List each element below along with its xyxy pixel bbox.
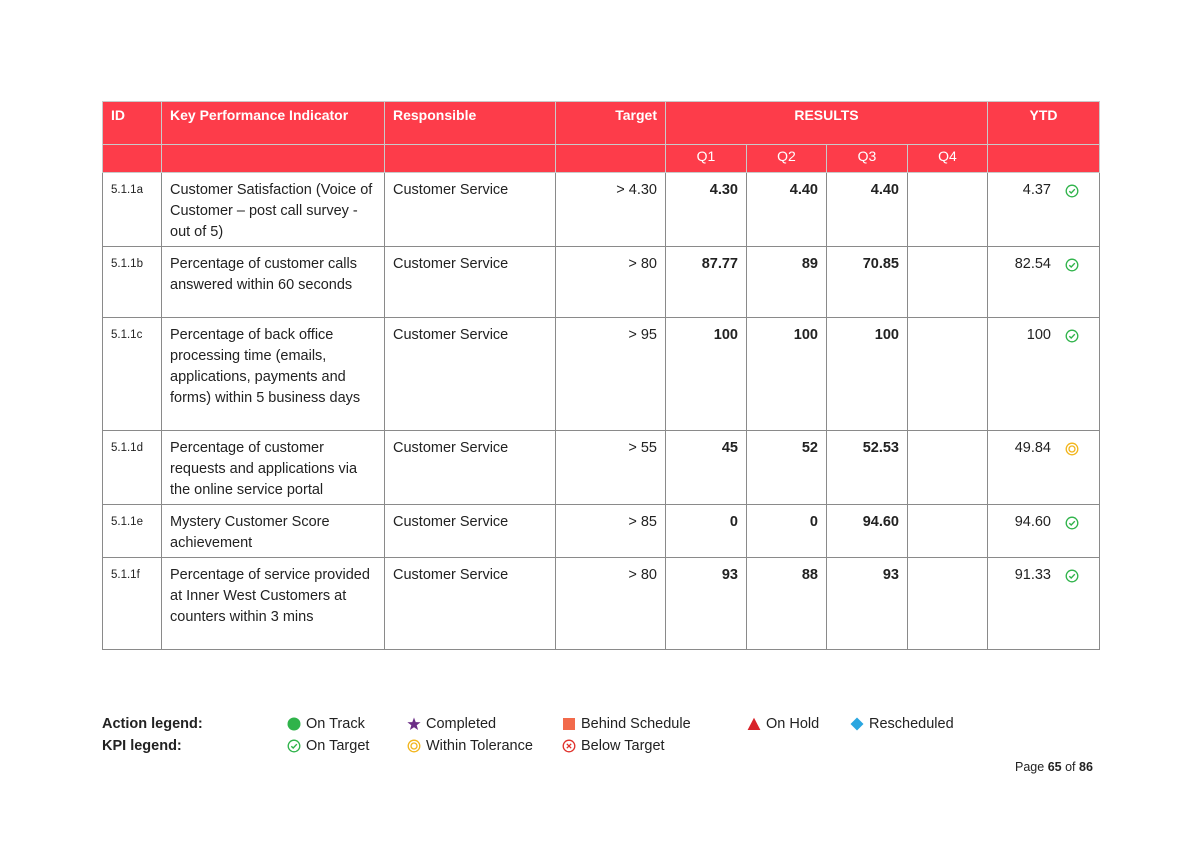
target-cell: > 85 bbox=[556, 505, 666, 558]
kpi-legend-row bbox=[102, 738, 1002, 760]
q3-cell: 52.53 bbox=[827, 431, 908, 505]
header-row bbox=[103, 102, 1100, 145]
kpi-legend-title: KPI legend: bbox=[102, 738, 182, 754]
legend-item-below-target bbox=[562, 738, 665, 754]
blank-header-cell bbox=[103, 145, 162, 173]
q1-header: Q1 bbox=[666, 145, 747, 173]
q4-cell bbox=[908, 318, 988, 431]
legend-item-on-target bbox=[287, 738, 369, 754]
orange-square-icon bbox=[562, 717, 576, 731]
ytd-header: YTD bbox=[988, 102, 1100, 145]
blue-diamond-icon bbox=[850, 717, 864, 731]
yellow-target-icon bbox=[1065, 442, 1079, 456]
row-id: 5.1.1f bbox=[103, 558, 162, 650]
ytd-value: 94.60 bbox=[1014, 514, 1051, 530]
page-label: Page bbox=[1015, 760, 1045, 774]
quarter-header-row bbox=[103, 145, 1100, 173]
kpi-cell: Percentage of customer calls answered within 60 seconds bbox=[162, 247, 385, 318]
kpi-table bbox=[102, 101, 1100, 650]
legend-label: Behind Schedule bbox=[581, 716, 691, 732]
target-cell: > 80 bbox=[556, 247, 666, 318]
q3-cell: 100 bbox=[827, 318, 908, 431]
blank-header-cell bbox=[988, 145, 1100, 173]
green-check-circle-icon bbox=[287, 739, 301, 753]
ytd-value: 49.84 bbox=[1014, 440, 1051, 456]
purple-star-icon bbox=[407, 717, 421, 731]
q3-cell: 93 bbox=[827, 558, 908, 650]
q3-cell: 94.60 bbox=[827, 505, 908, 558]
legend-label: Within Tolerance bbox=[426, 738, 533, 754]
q3-cell: 70.85 bbox=[827, 247, 908, 318]
legend-item-on-hold bbox=[747, 716, 819, 732]
q1-cell: 100 bbox=[666, 318, 747, 431]
action-legend-title: Action legend: bbox=[102, 716, 203, 732]
responsible-cell: Customer Service bbox=[385, 318, 556, 431]
ytd-cell bbox=[988, 431, 1100, 505]
legend-item-within-tolerance bbox=[407, 738, 533, 754]
legend-item-on-track bbox=[287, 716, 365, 732]
row-id: 5.1.1a bbox=[103, 173, 162, 247]
responsible-cell: Customer Service bbox=[385, 247, 556, 318]
kpi-cell: Percentage of back office processing time (emails, applications, payments and forms) within 5 business days bbox=[162, 318, 385, 431]
q2-cell: 88 bbox=[747, 558, 827, 650]
kpi-cell: Customer Satisfaction (Voice of Customer – post call survey - out of 5) bbox=[162, 173, 385, 247]
legend-label: Below Target bbox=[581, 738, 665, 754]
action-legend-row bbox=[102, 716, 1002, 738]
table-row bbox=[103, 318, 1100, 431]
responsible-cell: Customer Service bbox=[385, 505, 556, 558]
legend-item-completed bbox=[407, 716, 496, 732]
q4-cell bbox=[908, 558, 988, 650]
target-cell: > 80 bbox=[556, 558, 666, 650]
blank-header-cell bbox=[556, 145, 666, 173]
ytd-value: 100 bbox=[1026, 327, 1051, 343]
target-header: Target bbox=[556, 102, 666, 145]
q1-cell: 45 bbox=[666, 431, 747, 505]
q4-cell bbox=[908, 173, 988, 247]
kpi-cell: Mystery Customer Score achievement bbox=[162, 505, 385, 558]
table-row bbox=[103, 558, 1100, 650]
q2-cell: 52 bbox=[747, 431, 827, 505]
total-pages: 86 bbox=[1079, 760, 1093, 774]
legend-label: Rescheduled bbox=[869, 716, 954, 732]
q2-cell: 89 bbox=[747, 247, 827, 318]
legend-item-rescheduled bbox=[850, 716, 954, 732]
q2-header: Q2 bbox=[747, 145, 827, 173]
q2-cell: 4.40 bbox=[747, 173, 827, 247]
green-check-circle-icon bbox=[1065, 258, 1079, 272]
q4-cell bbox=[908, 247, 988, 318]
green-check-circle-icon bbox=[1065, 184, 1079, 198]
responsible-cell: Customer Service bbox=[385, 431, 556, 505]
ytd-cell bbox=[988, 173, 1100, 247]
ytd-value: 82.54 bbox=[1014, 256, 1051, 272]
responsible-cell: Customer Service bbox=[385, 558, 556, 650]
target-cell: > 95 bbox=[556, 318, 666, 431]
q1-cell: 0 bbox=[666, 505, 747, 558]
ytd-value: 91.33 bbox=[1014, 567, 1051, 583]
blank-header-cell bbox=[385, 145, 556, 173]
row-id: 5.1.1c bbox=[103, 318, 162, 431]
legend-label: On Hold bbox=[766, 716, 820, 732]
green-check-circle-icon bbox=[1065, 329, 1079, 343]
target-cell: > 4.30 bbox=[556, 173, 666, 247]
table-row bbox=[103, 247, 1100, 318]
q2-cell: 0 bbox=[747, 505, 827, 558]
current-page: 65 bbox=[1047, 760, 1062, 774]
table-row bbox=[103, 431, 1100, 505]
legend-label: On Target bbox=[306, 738, 370, 754]
blank-header-cell bbox=[162, 145, 385, 173]
kpi-cell: Percentage of service provided at Inner West Customers at counters within 3 mins bbox=[162, 558, 385, 650]
q4-header: Q4 bbox=[908, 145, 988, 173]
q4-cell bbox=[908, 505, 988, 558]
page-of: of bbox=[1065, 760, 1076, 774]
legend-label: On Track bbox=[306, 716, 365, 732]
target-cell: > 55 bbox=[556, 431, 666, 505]
results-header: RESULTS bbox=[666, 102, 988, 145]
q1-cell: 87.77 bbox=[666, 247, 747, 318]
q1-cell: 93 bbox=[666, 558, 747, 650]
ytd-cell bbox=[988, 318, 1100, 431]
q2-cell: 100 bbox=[747, 318, 827, 431]
row-id: 5.1.1e bbox=[103, 505, 162, 558]
kpi-cell: Percentage of customer requests and applications via the online service portal bbox=[162, 431, 385, 505]
kpi-header: Key Performance Indicator bbox=[162, 102, 385, 145]
q4-cell bbox=[908, 431, 988, 505]
ytd-cell bbox=[988, 247, 1100, 318]
red-triangle-icon bbox=[747, 717, 761, 731]
ytd-cell bbox=[988, 558, 1100, 650]
legend-item-behind-schedule bbox=[562, 716, 691, 732]
ytd-value: 4.37 bbox=[1022, 182, 1051, 198]
row-id: 5.1.1d bbox=[103, 431, 162, 505]
table-row bbox=[103, 173, 1100, 247]
yellow-target-icon bbox=[407, 739, 421, 753]
legend bbox=[102, 716, 1002, 760]
id-header: ID bbox=[103, 102, 162, 145]
q3-cell: 4.40 bbox=[827, 173, 908, 247]
green-check-circle-icon bbox=[1065, 569, 1079, 583]
table-row bbox=[103, 505, 1100, 558]
legend-label: Completed bbox=[426, 716, 497, 732]
row-id: 5.1.1b bbox=[103, 247, 162, 318]
q3-header: Q3 bbox=[827, 145, 908, 173]
responsible-header: Responsible bbox=[385, 102, 556, 145]
green-check-circle-icon bbox=[1065, 516, 1079, 530]
green-circle-icon bbox=[287, 717, 301, 731]
ytd-cell bbox=[988, 505, 1100, 558]
responsible-cell: Customer Service bbox=[385, 173, 556, 247]
page-number bbox=[1015, 760, 1093, 774]
red-x-circle-icon bbox=[562, 739, 576, 753]
q1-cell: 4.30 bbox=[666, 173, 747, 247]
